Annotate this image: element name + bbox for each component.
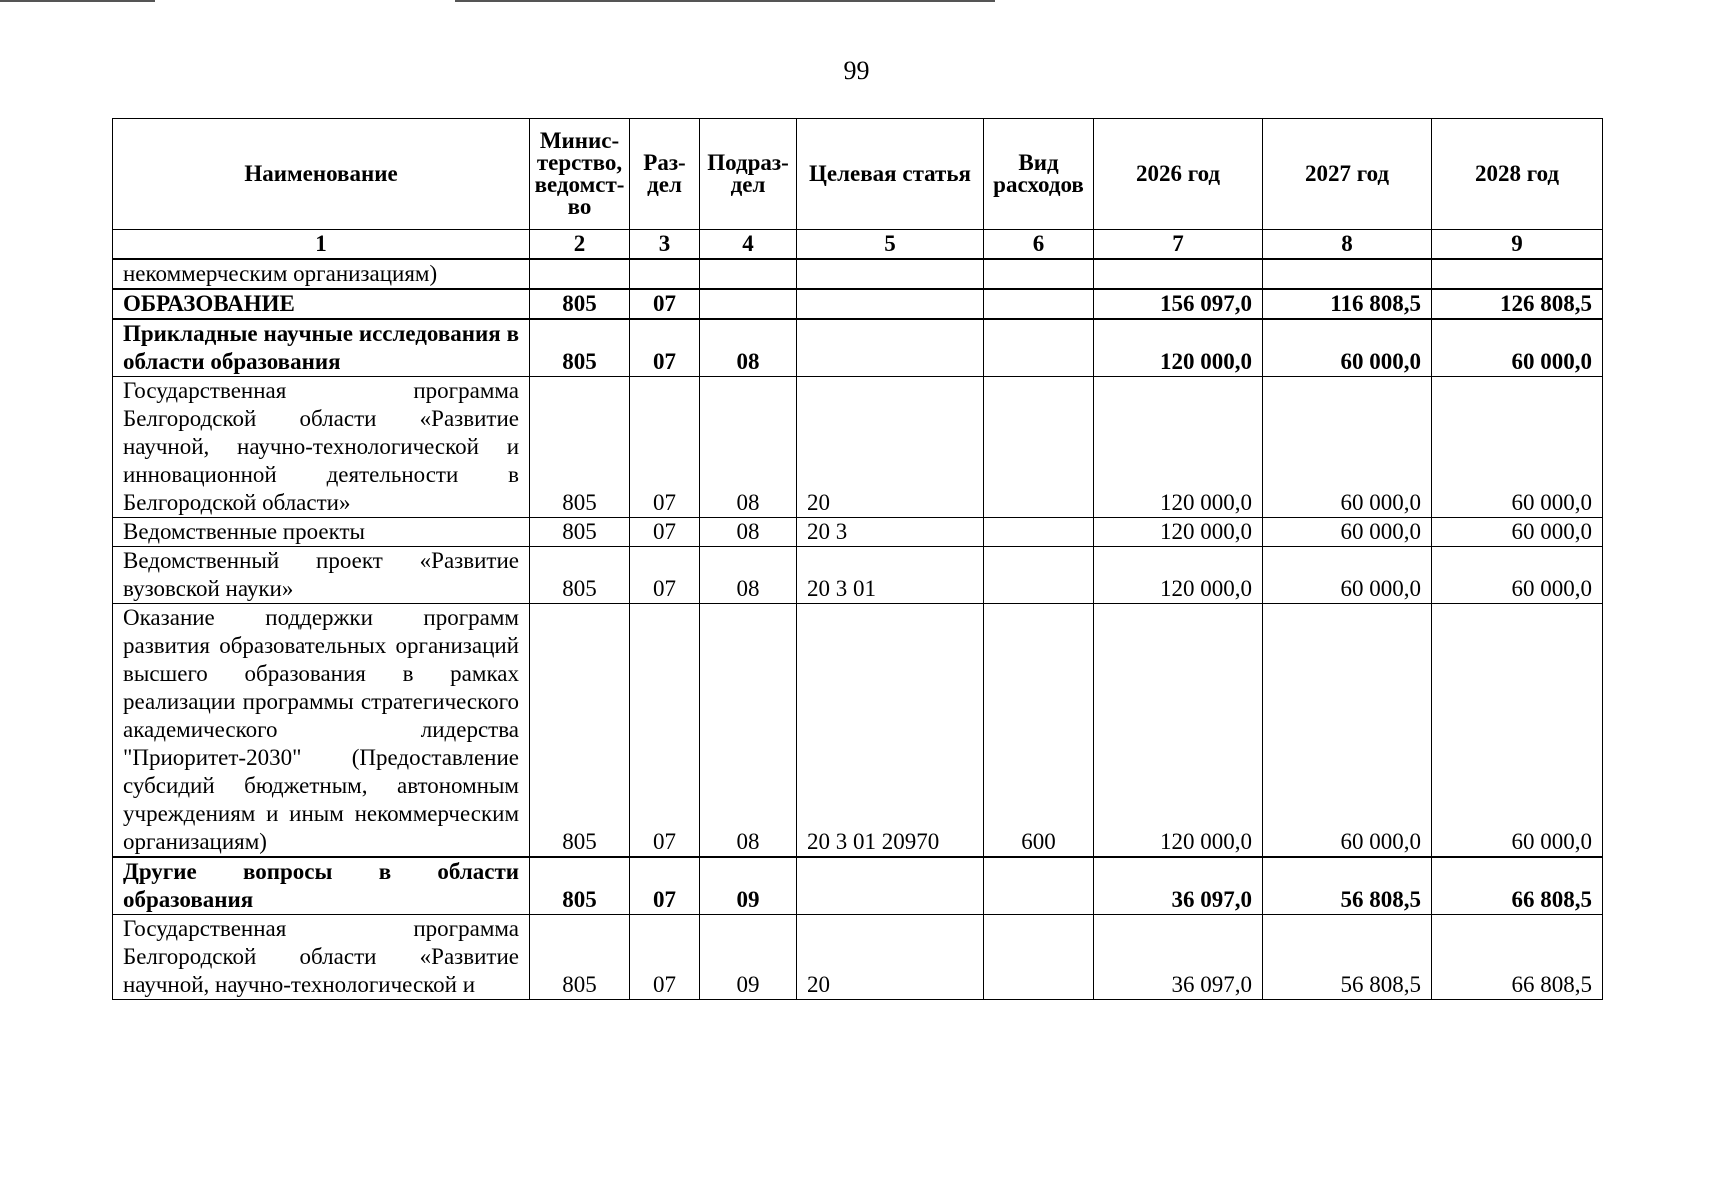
header-year-2026: 2026 год bbox=[1094, 119, 1263, 230]
column-number: 9 bbox=[1432, 230, 1603, 260]
row-name: ОБРАЗОВАНИЕ bbox=[113, 289, 530, 319]
row-subsection: 09 bbox=[700, 857, 797, 915]
row-subsection: 08 bbox=[700, 547, 797, 604]
column-number-row bbox=[113, 230, 1603, 260]
row-amount-2026: 120 000,0 bbox=[1094, 377, 1263, 518]
row-subsection: 08 bbox=[700, 518, 797, 547]
row-amount-2026: 120 000,0 bbox=[1094, 518, 1263, 547]
row-name: Оказание поддержки программ развития образовательных организаций высшего образования в рамках реализации программы стратегического академического лидерства "Приоритет-2030" (Предоставление субсидий бюджетным, автономным учреждениям и иным некоммерческим организациям) bbox=[113, 604, 530, 858]
row-amount-2028: 60 000,0 bbox=[1432, 377, 1603, 518]
row-section: 07 bbox=[630, 547, 700, 604]
row-target-article: 20 3 bbox=[797, 518, 984, 547]
row-subsection bbox=[700, 289, 797, 319]
row-section: 07 bbox=[630, 377, 700, 518]
row-ministry: 805 bbox=[530, 289, 630, 319]
row-expense-type bbox=[984, 547, 1094, 604]
row-name: Прикладные научные исследования в области образования bbox=[113, 319, 530, 377]
column-number: 3 bbox=[630, 230, 700, 260]
row-amount-2026: 36 097,0 bbox=[1094, 857, 1263, 915]
header-expense-type: Вид расходов bbox=[984, 119, 1094, 230]
row-section bbox=[630, 259, 700, 289]
row-amount-2026: 120 000,0 bbox=[1094, 547, 1263, 604]
column-number: 4 bbox=[700, 230, 797, 260]
row-ministry: 805 bbox=[530, 915, 630, 1000]
header-row bbox=[113, 119, 1603, 230]
row-ministry: 805 bbox=[530, 857, 630, 915]
row-target-article: 20 3 01 20970 bbox=[797, 604, 984, 858]
row-target-article: 20 bbox=[797, 377, 984, 518]
row-amount-2027: 116 808,5 bbox=[1263, 289, 1432, 319]
row-amount-2026: 120 000,0 bbox=[1094, 604, 1263, 858]
row-target-article bbox=[797, 857, 984, 915]
table-row bbox=[113, 915, 1603, 1000]
row-amount-2027: 60 000,0 bbox=[1263, 518, 1432, 547]
row-expense-type bbox=[984, 289, 1094, 319]
row-section: 07 bbox=[630, 915, 700, 1000]
row-subsection: 08 bbox=[700, 319, 797, 377]
row-section: 07 bbox=[630, 857, 700, 915]
budget-table bbox=[112, 118, 1603, 1000]
header-name: Наименование bbox=[113, 119, 530, 230]
column-number: 2 bbox=[530, 230, 630, 260]
row-amount-2027: 60 000,0 bbox=[1263, 319, 1432, 377]
table-row bbox=[113, 518, 1603, 547]
row-amount-2027: 56 808,5 bbox=[1263, 857, 1432, 915]
row-amount-2026: 120 000,0 bbox=[1094, 319, 1263, 377]
scan-top-rule-middle bbox=[455, 0, 995, 2]
row-target-article bbox=[797, 259, 984, 289]
row-name: Ведомственный проект «Развитие вузовской науки» bbox=[113, 547, 530, 604]
header-ministry: Минис-терство, ведомст-во bbox=[530, 119, 630, 230]
row-ministry: 805 bbox=[530, 604, 630, 858]
row-ministry bbox=[530, 259, 630, 289]
row-name: Государственная программа Белгородской области «Развитие научной, научно-технологической и инновационной деятельности в Белгородской области» bbox=[113, 377, 530, 518]
row-expense-type bbox=[984, 518, 1094, 547]
row-amount-2028: 60 000,0 bbox=[1432, 547, 1603, 604]
row-name: Другие вопросы в области образования bbox=[113, 857, 530, 915]
row-ministry: 805 bbox=[530, 547, 630, 604]
row-amount-2028: 66 808,5 bbox=[1432, 915, 1603, 1000]
row-amount-2028: 60 000,0 bbox=[1432, 518, 1603, 547]
row-name: Государственная программа Белгородской области «Развитие научной, научно-технологической и bbox=[113, 915, 530, 1000]
row-expense-type bbox=[984, 915, 1094, 1000]
row-ministry: 805 bbox=[530, 518, 630, 547]
table-row bbox=[113, 319, 1603, 377]
row-expense-type bbox=[984, 259, 1094, 289]
header-year-2028: 2028 год bbox=[1432, 119, 1603, 230]
row-amount-2027: 60 000,0 bbox=[1263, 377, 1432, 518]
row-name: Ведомственные проекты bbox=[113, 518, 530, 547]
row-section: 07 bbox=[630, 289, 700, 319]
row-amount-2028: 66 808,5 bbox=[1432, 857, 1603, 915]
row-subsection bbox=[700, 259, 797, 289]
row-subsection: 09 bbox=[700, 915, 797, 1000]
column-number: 7 bbox=[1094, 230, 1263, 260]
row-amount-2027: 60 000,0 bbox=[1263, 604, 1432, 858]
row-section: 07 bbox=[630, 604, 700, 858]
row-amount-2026: 156 097,0 bbox=[1094, 289, 1263, 319]
table-row bbox=[113, 547, 1603, 604]
table-row bbox=[113, 604, 1603, 858]
row-section: 07 bbox=[630, 518, 700, 547]
table-row bbox=[113, 377, 1603, 518]
row-amount-2028: 126 808,5 bbox=[1432, 289, 1603, 319]
column-number: 1 bbox=[113, 230, 530, 260]
row-expense-type: 600 bbox=[984, 604, 1094, 858]
row-name: некоммерческим организациям) bbox=[113, 259, 530, 289]
row-amount-2028 bbox=[1432, 259, 1603, 289]
scan-top-rule-left bbox=[0, 0, 155, 2]
row-amount-2026 bbox=[1094, 259, 1263, 289]
row-target-article bbox=[797, 319, 984, 377]
row-amount-2027: 56 808,5 bbox=[1263, 915, 1432, 1000]
row-expense-type bbox=[984, 319, 1094, 377]
row-amount-2027 bbox=[1263, 259, 1432, 289]
row-ministry: 805 bbox=[530, 319, 630, 377]
row-section: 07 bbox=[630, 319, 700, 377]
table-row bbox=[113, 259, 1603, 289]
page-number: 99 bbox=[843, 56, 870, 85]
row-target-article bbox=[797, 289, 984, 319]
row-amount-2028: 60 000,0 bbox=[1432, 604, 1603, 858]
column-number: 6 bbox=[984, 230, 1094, 260]
column-number: 5 bbox=[797, 230, 984, 260]
row-expense-type bbox=[984, 377, 1094, 518]
row-target-article: 20 bbox=[797, 915, 984, 1000]
row-ministry: 805 bbox=[530, 377, 630, 518]
row-amount-2026: 36 097,0 bbox=[1094, 915, 1263, 1000]
table-row bbox=[113, 857, 1603, 915]
row-subsection: 08 bbox=[700, 604, 797, 858]
row-expense-type bbox=[984, 857, 1094, 915]
header-year-2027: 2027 год bbox=[1263, 119, 1432, 230]
row-amount-2027: 60 000,0 bbox=[1263, 547, 1432, 604]
table-row bbox=[113, 289, 1603, 319]
row-amount-2028: 60 000,0 bbox=[1432, 319, 1603, 377]
header-subsection: Подраз-дел bbox=[700, 119, 797, 230]
row-subsection: 08 bbox=[700, 377, 797, 518]
column-number: 8 bbox=[1263, 230, 1432, 260]
header-section: Раз-дел bbox=[630, 119, 700, 230]
row-target-article: 20 3 01 bbox=[797, 547, 984, 604]
header-target-article: Целевая статья bbox=[797, 119, 984, 230]
